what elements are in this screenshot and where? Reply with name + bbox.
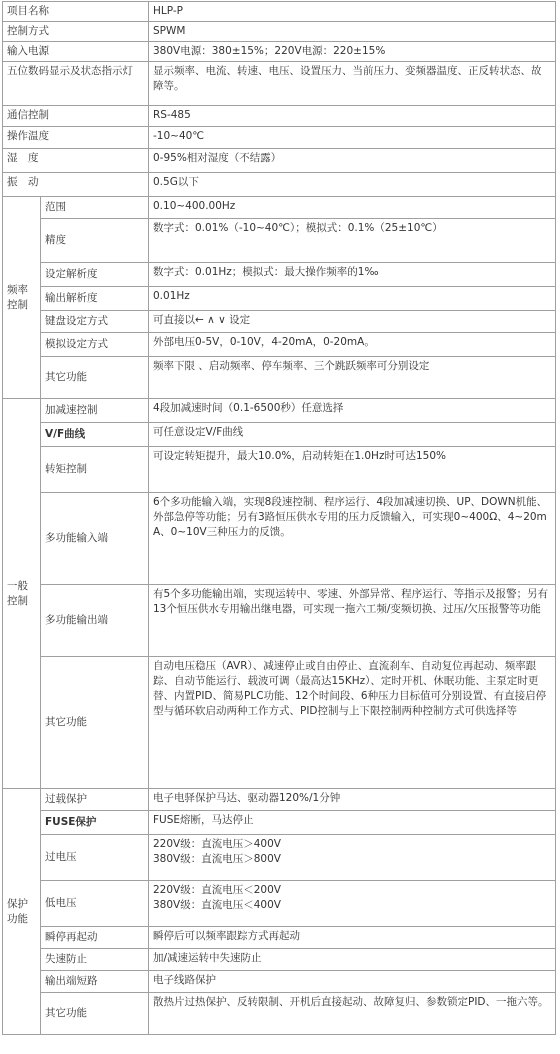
table-row <box>3 333 556 357</box>
table-row <box>3 657 556 789</box>
row-value: 自动电压稳压（AVR）、减速停止或自由停止、直流刹车、自动复位再起动、频率跟踪、自动节能运行、载波可调（最高达15KHz）、定时开机、休眠功能、主泵定时更替、内置PID、简易PLC功能、12个时间段、6种压力目标值可分别设置、有直接启停型与循环软启动两种工作方式、PID控制与上下限控制两种控制方式可供选择等 <box>149 657 556 789</box>
row-value: 4段加减速时间（0.1-6500秒）任意选择 <box>149 399 556 423</box>
table-row <box>3 22 556 42</box>
table-row <box>3 811 556 835</box>
row-value: 0.10~400.00Hz <box>149 197 556 219</box>
row-label: 瞬停再起动 <box>41 927 149 949</box>
table-row <box>3 493 556 585</box>
row-value: 6个多功能输入端，实现8段速控制、程序运行、4段加减速切换、UP、DOWN机能、外部急停等功能；另有3路恒压供水专用的压力反馈输入，可实现0~400Ω、4~20mA、0~10V三种压力的反馈。 <box>149 493 556 585</box>
table-row <box>3 585 556 657</box>
row-value: 0.5G以下 <box>149 173 556 197</box>
row-value: 显示频率、电流、转速、电压、设置压力、当前压力、变频器温度、正反转状态、故障等。 <box>149 62 556 106</box>
group-label: 频率控制 <box>3 197 41 399</box>
row-value: 加/减速运转中失速防止 <box>149 949 556 971</box>
row-label: 多功能输出端 <box>41 585 149 657</box>
row-label: 输入电源 <box>3 42 149 62</box>
table-row <box>3 447 556 493</box>
row-label: 精度 <box>41 219 149 263</box>
header-label: 项目名称 <box>3 2 149 22</box>
row-label: 五位数码显示及状态指示灯 <box>3 62 149 106</box>
row-label: 键盘设定方式 <box>41 311 149 333</box>
table-row <box>3 835 556 881</box>
row-value: 数字式：0.01Hz；模拟式：最大操作频率的1‰ <box>149 263 556 287</box>
row-label: 输出端短路 <box>41 971 149 993</box>
row-value: 散热片过热保护、反转限制、开机后直接起动、故障复归、参数锁定PID、一拖六等。 <box>149 993 556 1035</box>
row-label: 模拟设定方式 <box>41 333 149 357</box>
row-label: 其它功能 <box>41 993 149 1035</box>
table-row <box>3 993 556 1035</box>
table-row <box>3 423 556 447</box>
row-label: 振 动 <box>3 173 149 197</box>
row-value: 220V级：直流电压＜200V 380V级：直流电压＜400V <box>149 881 556 927</box>
table-row <box>3 263 556 287</box>
row-value: 可直接以← ∧ ∨ 设定 <box>149 311 556 333</box>
row-value: 220V级：直流电压＞400V 380V级：直流电压＞800V <box>149 835 556 881</box>
table-row <box>3 106 556 127</box>
row-value: 可设定转矩提升，最大10.0%，启动转矩在1.0Hz时可达150% <box>149 447 556 493</box>
row-label: 设定解析度 <box>41 263 149 287</box>
table-row <box>3 949 556 971</box>
row-label: 其它功能 <box>41 657 149 789</box>
row-value: 频率下限 、启动频率、停车频率、三个跳跃频率可分别设定 <box>149 357 556 399</box>
table-row <box>3 173 556 197</box>
table-row <box>3 971 556 993</box>
row-label: 多功能输入端 <box>41 493 149 585</box>
table-row <box>3 42 556 62</box>
spec-table <box>2 1 556 1035</box>
table-row <box>3 219 556 263</box>
table-row <box>3 399 556 423</box>
row-label: 控制方式 <box>3 22 149 42</box>
group-label: 一般控制 <box>3 399 41 789</box>
row-label: 加减速控制 <box>41 399 149 423</box>
row-value: 有5个多功能输出端，实现运转中、零速、外部异常、程序运行、等指示及报警；另有13个恒压供水专用输出继电器，可实现一拖六工频/变频切换、过压/欠压报警等功能 <box>149 585 556 657</box>
row-label: V/F曲线 <box>41 423 149 447</box>
table-row <box>3 62 556 106</box>
header-value: HLP-P <box>149 2 556 22</box>
row-label: FUSE保护 <box>41 811 149 835</box>
row-value: -10~40℃ <box>149 127 556 149</box>
row-value: 瞬停后可以频率跟踪方式再起动 <box>149 927 556 949</box>
row-value: 380V电源：380±15%；220V电源：220±15% <box>149 42 556 62</box>
row-label: 转矩控制 <box>41 447 149 493</box>
row-value: 电子电驿保护马达、驱动器120%/1分钟 <box>149 789 556 811</box>
row-value: 电子线路保护 <box>149 971 556 993</box>
table-row <box>3 789 556 811</box>
table-row <box>3 197 556 219</box>
row-value: 外部电压0-5V，0-10V，4-20mA，0-20mA。 <box>149 333 556 357</box>
table-row <box>3 927 556 949</box>
row-value: RS-485 <box>149 106 556 127</box>
row-value: 0.01Hz <box>149 287 556 311</box>
row-value: FUSE熔断，马达停止 <box>149 811 556 835</box>
row-label: 其它功能 <box>41 357 149 399</box>
table-row <box>3 127 556 149</box>
table-row <box>3 287 556 311</box>
row-value: SPWM <box>149 22 556 42</box>
row-label: 湿 度 <box>3 149 149 173</box>
table-row <box>3 149 556 173</box>
row-value: 数字式：0.01%（-10~40℃）；模拟式：0.1%（25±10℃） <box>149 219 556 263</box>
table-row <box>3 311 556 333</box>
row-label: 输出解析度 <box>41 287 149 311</box>
row-label: 通信控制 <box>3 106 149 127</box>
row-value: 0-95%相对湿度（不结露） <box>149 149 556 173</box>
row-label: 过载保护 <box>41 789 149 811</box>
row-label: 失速防止 <box>41 949 149 971</box>
row-value: 可任意设定V/F曲线 <box>149 423 556 447</box>
row-label: 范围 <box>41 197 149 219</box>
row-label: 过电压 <box>41 835 149 881</box>
table-row <box>3 357 556 399</box>
row-label: 操作温度 <box>3 127 149 149</box>
table-row <box>3 881 556 927</box>
row-label: 低电压 <box>41 881 149 927</box>
group-label: 保护功能 <box>3 789 41 1035</box>
header-row <box>3 2 556 22</box>
